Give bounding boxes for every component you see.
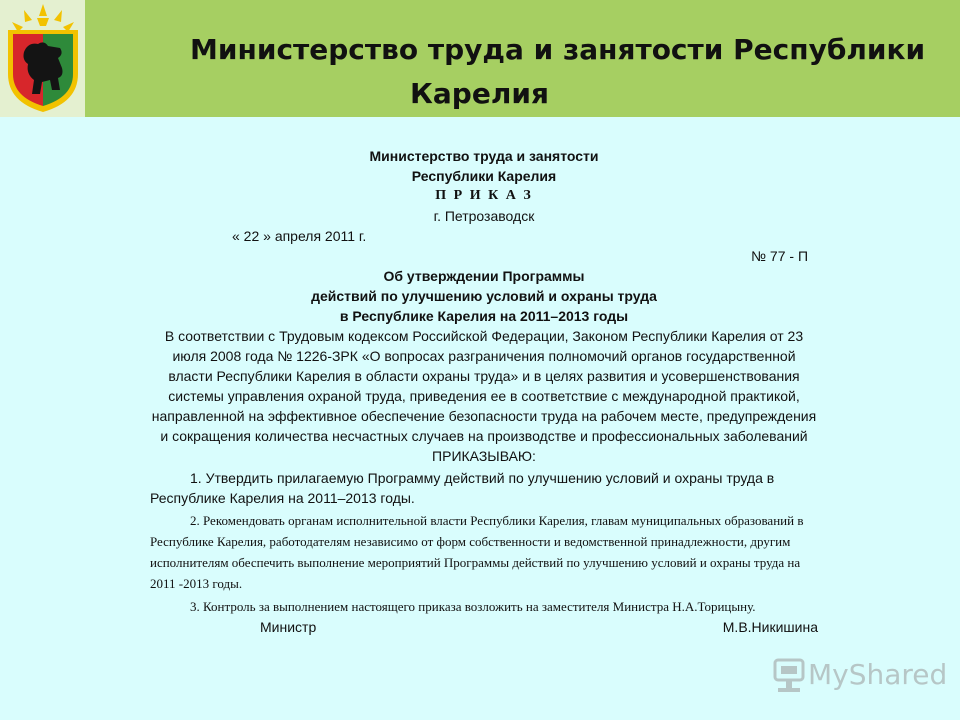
order-item-1: 1. Утвердить прилагаемую Программу действий по улучшению условий и охраны труда в Республике Карелия на 2011–2013 годы. — [150, 470, 775, 506]
preamble-paragraph: В соответствии с Трудовым кодексом Российской Федерации, Законом Республики Карелия от 23 июля 2008 года № 1226-ЗРК «О вопросах разграничения полномочий органов государственной власти Республики Карелия в области охраны труда» и в целях развития и усовершенствования системы управления охраной труда, приведения ее в соответствие с международной практикой, направленной на эффективное обеспечение безопасности труда на рабочем месте, предупреждения и сокращения количества несчастных случаев на производстве и профессиональных заболеваний — [151, 328, 817, 444]
ministry-line2: Республики Карелия — [411, 168, 557, 184]
order-item-2: 2. Рекомендовать органам исполнительной власти Республики Карелия, главам муниципальных образований в Республике Карелия, работодателям независимо от форм собственности и ведомственной принадлежности, другим исполнителям обеспечить выполнение мероприятий Программы действий по улучшению условий и охраны труда на 2011 -2013 годы. — [150, 513, 804, 591]
ministry-line1: Министерство труда и занятости — [369, 148, 599, 164]
document-date: « 22 » апреля 2011 г. — [232, 228, 367, 244]
page-title-line1: Министерство труда и занятости Республики — [190, 33, 926, 66]
signer-name: М.В.Никишина — [722, 619, 818, 635]
order-item-3: 3. Контроль за выполнением настоящего приказа возложить на заместителя Министра Н.А.Торицыну. — [190, 599, 756, 614]
emblem-panel — [0, 0, 85, 117]
subject-line3: в Республике Карелия на 2011–2013 годы — [339, 308, 629, 324]
header-banner — [0, 0, 960, 117]
order-document — [150, 146, 818, 639]
signer-title: Министр — [260, 619, 317, 635]
document-type: П Р И К А З — [435, 188, 533, 203]
watermark — [772, 656, 948, 700]
page-title-line2: Карелия — [410, 77, 549, 110]
watermark-logo-icon — [772, 656, 806, 696]
signature-line — [150, 617, 818, 639]
watermark-text: MyShared — [808, 658, 948, 691]
karelia-coat-of-arms-icon — [4, 2, 82, 114]
order-word: ПРИКАЗЫВАЮ: — [432, 448, 536, 464]
subject-line2: действий по улучшению условий и охраны труда — [311, 288, 657, 304]
page-title — [190, 28, 940, 116]
subject-line1: Об утверждении Программы — [383, 268, 585, 284]
document-number: № 77 - П — [751, 248, 808, 264]
document-city: г. Петрозаводск — [433, 208, 535, 224]
